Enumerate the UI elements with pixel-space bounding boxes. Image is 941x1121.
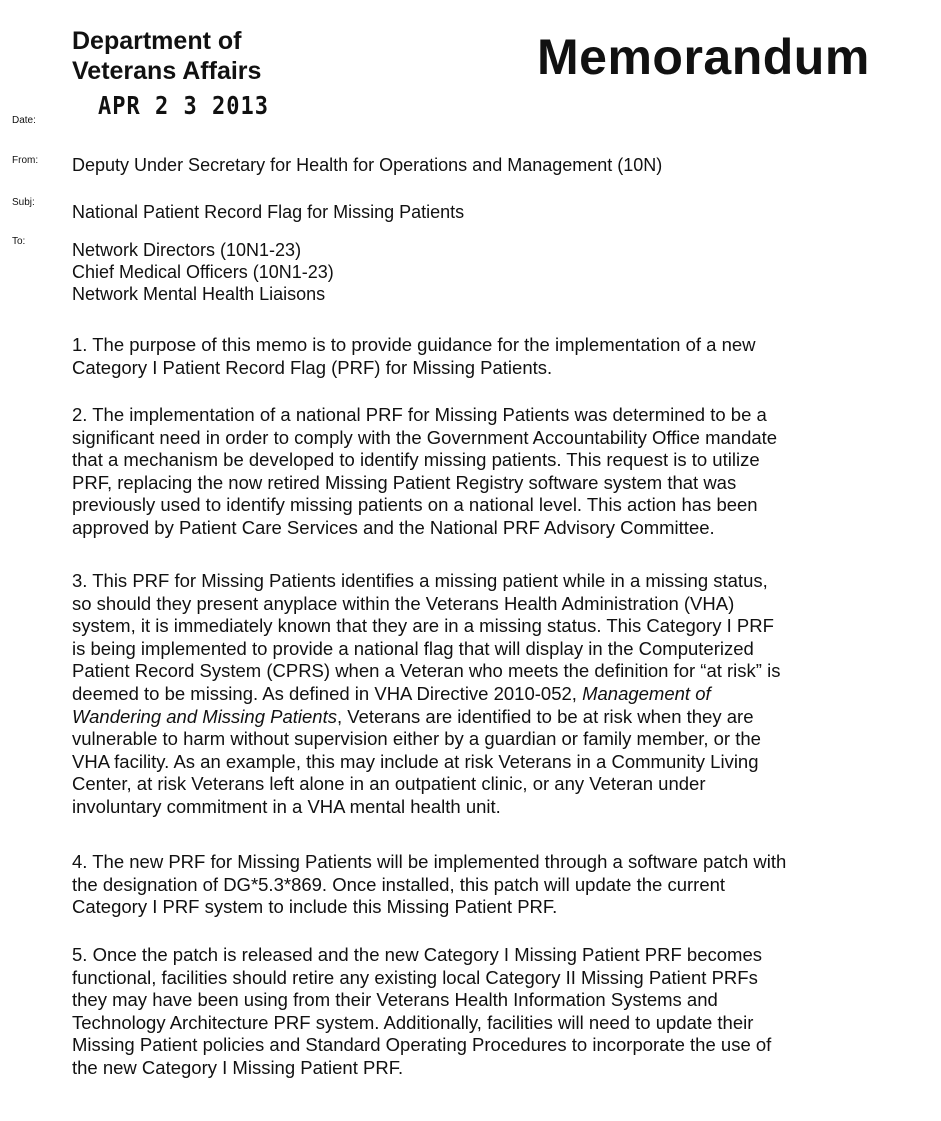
recipient-network-directors: Network Directors (10N1-23) <box>72 240 302 260</box>
date-label: Date: <box>12 115 36 126</box>
paragraph-line: functional, facilities should retire any existing local Category II Missing Patient PRFs <box>72 966 758 988</box>
to-label: To: <box>12 236 26 247</box>
paragraph-line: Center, at risk Veterans left alone in an outpatient clinic, or any Veteran under <box>72 773 706 795</box>
directive-title-part-1: Management of <box>582 682 711 704</box>
paragraph-4 <box>72 851 932 919</box>
paragraph-2 <box>72 404 932 540</box>
paragraph-line-with-title <box>72 706 932 729</box>
from-label: From: <box>12 155 39 166</box>
paragraph-line: that a mechanism be developed to identify missing patients. This request is to utilize <box>72 449 760 471</box>
paragraph-line: Patient Record System (CPRS) when a Veteran who meets the definition for “at risk” is <box>72 660 781 682</box>
paragraph-line-with-title <box>72 683 932 706</box>
subject-label: Subj: <box>12 197 35 208</box>
paragraph-line: so should they present anyplace within the Veterans Health Administration (VHA) <box>72 592 735 614</box>
agency-name-line-1: Department of <box>72 27 242 55</box>
paragraph-1 <box>72 334 932 379</box>
paragraph-line: Missing Patient policies and Standard Operating Procedures to incorporate the use of <box>72 1034 772 1056</box>
paragraph-line: system, it is immediately known that they are in a missing status. This Category I PRF <box>72 615 774 637</box>
paragraph-line: significant need in order to comply with the Government Accountability Office mandate <box>72 426 778 448</box>
directive-title-part-2: Wandering and Missing Patients <box>72 705 337 727</box>
recipient-list <box>72 239 334 305</box>
paragraph-line: Technology Architecture PRF system. Additionally, facilities will need to update their <box>72 1011 754 1033</box>
paragraph-line: previously used to identify missing patients on a national level. This action has been <box>72 494 758 516</box>
paragraph-line: Category I Patient Record Flag (PRF) for Missing Patients. <box>72 356 553 378</box>
paragraph-line: involuntary commitment in a VHA mental health unit. <box>72 795 501 817</box>
paragraph-line: 2. The implementation of a national PRF for Missing Patients was determined to be a <box>72 404 767 425</box>
paragraph-text: deemed to be missing. As defined in VHA Directive 2010-052, <box>72 682 583 704</box>
memorandum-title: Memorandum <box>537 29 870 85</box>
paragraph-line: PRF, replacing the now retired Missing Patient Registry software system that was <box>72 471 737 493</box>
paragraph-line: the designation of DG*5.3*869. Once installed, this patch will update the current <box>72 873 726 895</box>
paragraph-line: the new Category I Missing Patient PRF. <box>72 1056 404 1078</box>
paragraph-line: is being implemented to provide a national flag that will display in the Computerized <box>72 637 754 659</box>
paragraph-line: VHA facility. As an example, this may include at risk Veterans in a Community Living <box>72 750 759 772</box>
paragraph-5 <box>72 944 932 1080</box>
paragraph-line: approved by Patient Care Services and the National PRF Advisory Committee. <box>72 516 715 538</box>
paragraph-line: 3. This PRF for Missing Patients identifies a missing patient while in a missing status, <box>72 570 768 591</box>
agency-name-line-2: Veterans Affairs <box>72 57 262 85</box>
paragraph-line: they may have been using from their Veterans Health Information Systems and <box>72 989 718 1011</box>
paragraph-line: 4. The new PRF for Missing Patients will be implemented through a software patch with <box>72 851 787 872</box>
date-stamp: APR 2 3 2013 <box>98 92 269 121</box>
paragraph-line: vulnerable to harm without supervision either by a guardian or family member, or the <box>72 728 761 750</box>
recipient-chief-medical-officers: Chief Medical Officers (10N1-23) <box>72 262 334 282</box>
paragraph-text: , Veterans are identified to be at risk when they are <box>336 705 754 727</box>
paragraph-line: 5. Once the patch is released and the new Category I Missing Patient PRF becomes <box>72 944 763 965</box>
paragraph-line: 1. The purpose of this memo is to provide guidance for the implementation of a new <box>72 334 756 355</box>
from-value: Deputy Under Secretary for Health for Operations and Management (10N) <box>72 155 663 175</box>
recipient-mental-health-liaisons: Network Mental Health Liaisons <box>72 284 326 304</box>
paragraph-line: Category I PRF system to include this Missing Patient PRF. <box>72 896 558 918</box>
subject-value: National Patient Record Flag for Missing Patients <box>72 202 465 222</box>
paragraph-3 <box>72 570 932 819</box>
